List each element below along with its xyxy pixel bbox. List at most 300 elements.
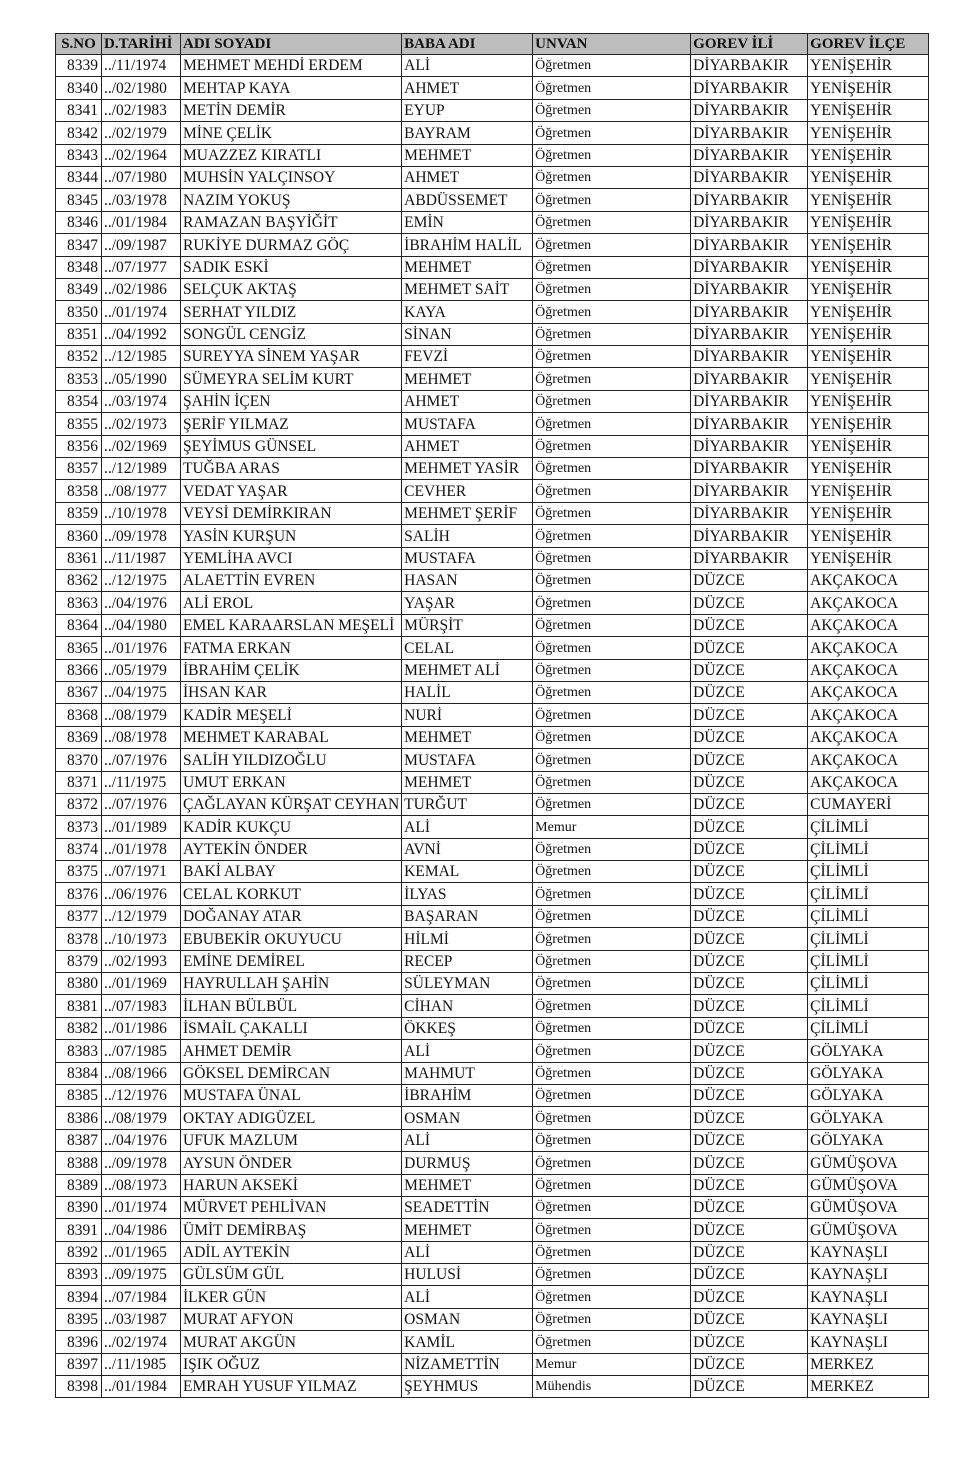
cell-sno: 8369 (56, 726, 102, 748)
cell-birth-date: ../02/1993 (102, 950, 181, 972)
cell-full-name: IŞIK OĞUZ (181, 1353, 402, 1375)
table-row (56, 234, 929, 256)
cell-sno: 8376 (56, 883, 102, 905)
cell-title: Öğretmen (533, 883, 691, 905)
cell-district: YENİŞEHİR (808, 502, 929, 524)
cell-birth-date: ../03/1974 (102, 390, 181, 412)
cell-district: YENİŞEHİR (808, 99, 929, 121)
cell-full-name: NAZIM YOKUŞ (181, 189, 402, 211)
cell-father-name: RECEP (402, 950, 533, 972)
cell-birth-date: ../08/1978 (102, 726, 181, 748)
cell-district: GÜMÜŞOVA (808, 1196, 929, 1218)
cell-full-name: AHMET DEMİR (181, 1040, 402, 1062)
cell-birth-date: ../02/1980 (102, 77, 181, 99)
cell-district: AKÇAKOCA (808, 592, 929, 614)
cell-sno: 8346 (56, 211, 102, 233)
cell-full-name: EMİNE DEMİREL (181, 950, 402, 972)
cell-title: Mühendis (533, 1376, 691, 1398)
cell-province: DİYARBAKIR (691, 234, 808, 256)
cell-full-name: AYTEKİN ÖNDER (181, 838, 402, 860)
table-row (56, 771, 929, 793)
header-title: UNVAN (533, 34, 691, 55)
cell-title: Öğretmen (533, 122, 691, 144)
cell-full-name: MUSTAFA ÜNAL (181, 1084, 402, 1106)
cell-title: Öğretmen (533, 301, 691, 323)
table-row (56, 55, 929, 77)
table-row (56, 1017, 929, 1039)
cell-birth-date: ../04/1992 (102, 323, 181, 345)
cell-father-name: ALİ (402, 1286, 533, 1308)
cell-birth-date: ../01/1984 (102, 1376, 181, 1398)
cell-full-name: YEMLİHA AVCI (181, 547, 402, 569)
cell-birth-date: ../01/1974 (102, 301, 181, 323)
cell-birth-date: ../09/1978 (102, 1152, 181, 1174)
cell-full-name: HARUN AKSEKİ (181, 1174, 402, 1196)
table-row (56, 525, 929, 547)
cell-father-name: SİNAN (402, 323, 533, 345)
cell-province: DÜZCE (691, 905, 808, 927)
cell-father-name: SÜLEYMAN (402, 973, 533, 995)
cell-full-name: EMRAH YUSUF YILMAZ (181, 1376, 402, 1398)
cell-title: Öğretmen (533, 726, 691, 748)
cell-father-name: MEHMET (402, 368, 533, 390)
cell-sno: 8386 (56, 1107, 102, 1129)
table-row (56, 704, 929, 726)
cell-sno: 8361 (56, 547, 102, 569)
cell-father-name: ALİ (402, 1129, 533, 1151)
cell-district: KAYNAŞLI (808, 1241, 929, 1263)
cell-province: DÜZCE (691, 569, 808, 591)
cell-sno: 8357 (56, 458, 102, 480)
cell-birth-date: ../01/1974 (102, 1196, 181, 1218)
cell-title: Öğretmen (533, 995, 691, 1017)
cell-birth-date: ../07/1976 (102, 749, 181, 771)
table-row (56, 323, 929, 345)
cell-province: DÜZCE (691, 771, 808, 793)
table-row (56, 390, 929, 412)
table-row (56, 211, 929, 233)
table-row (56, 346, 929, 368)
cell-birth-date: ../06/1976 (102, 883, 181, 905)
cell-district: YENİŞEHİR (808, 122, 929, 144)
cell-sno: 8395 (56, 1308, 102, 1330)
cell-father-name: AHMET (402, 77, 533, 99)
cell-full-name: BAKİ ALBAY (181, 861, 402, 883)
header-father-name: BABA ADI (402, 34, 533, 55)
table-row (56, 659, 929, 681)
cell-district: YENİŞEHİR (808, 346, 929, 368)
cell-sno: 8383 (56, 1040, 102, 1062)
cell-father-name: ŞEYHMUS (402, 1376, 533, 1398)
cell-sno: 8349 (56, 278, 102, 300)
cell-birth-date: ../09/1978 (102, 525, 181, 547)
cell-sno: 8390 (56, 1196, 102, 1218)
personnel-table (55, 33, 929, 1398)
cell-district: YENİŞEHİR (808, 301, 929, 323)
cell-father-name: AVNİ (402, 838, 533, 860)
cell-province: DİYARBAKIR (691, 256, 808, 278)
table-row (56, 547, 929, 569)
cell-title: Öğretmen (533, 99, 691, 121)
cell-title: Öğretmen (533, 950, 691, 972)
cell-district: YENİŞEHİR (808, 525, 929, 547)
cell-full-name: ŞEYİMUS GÜNSEL (181, 435, 402, 457)
cell-sno: 8393 (56, 1264, 102, 1286)
cell-father-name: HALİL (402, 681, 533, 703)
table-row (56, 502, 929, 524)
cell-father-name: MEHMET YASİR (402, 458, 533, 480)
cell-sno: 8354 (56, 390, 102, 412)
cell-full-name: SUREYYA SİNEM YAŞAR (181, 346, 402, 368)
cell-full-name: YASİN KURŞUN (181, 525, 402, 547)
cell-district: AKÇAKOCA (808, 726, 929, 748)
cell-birth-date: ../02/1974 (102, 1331, 181, 1353)
table-row (56, 1241, 929, 1263)
cell-birth-date: ../11/1975 (102, 771, 181, 793)
cell-title: Öğretmen (533, 144, 691, 166)
cell-sno: 8378 (56, 928, 102, 950)
cell-title: Öğretmen (533, 346, 691, 368)
cell-sno: 8352 (56, 346, 102, 368)
cell-father-name: BAŞARAN (402, 905, 533, 927)
cell-birth-date: ../07/1971 (102, 861, 181, 883)
cell-district: AKÇAKOCA (808, 749, 929, 771)
cell-father-name: KAMİL (402, 1331, 533, 1353)
table-row (56, 413, 929, 435)
header-province: GOREV İLİ (691, 34, 808, 55)
cell-father-name: DURMUŞ (402, 1152, 533, 1174)
cell-father-name: HASAN (402, 569, 533, 591)
table-row (56, 99, 929, 121)
cell-province: DÜZCE (691, 1152, 808, 1174)
cell-title: Öğretmen (533, 166, 691, 188)
cell-birth-date: ../02/1983 (102, 99, 181, 121)
cell-title: Öğretmen (533, 189, 691, 211)
cell-district: GÜMÜŞOVA (808, 1174, 929, 1196)
cell-title: Öğretmen (533, 234, 691, 256)
cell-sno: 8348 (56, 256, 102, 278)
table-row (56, 256, 929, 278)
cell-province: DÜZCE (691, 1331, 808, 1353)
cell-district: AKÇAKOCA (808, 614, 929, 636)
cell-birth-date: ../02/1979 (102, 122, 181, 144)
cell-title: Öğretmen (533, 928, 691, 950)
table-row (56, 1308, 929, 1330)
cell-birth-date: ../05/1979 (102, 659, 181, 681)
table-row (56, 1196, 929, 1218)
cell-district: ÇİLİMLİ (808, 905, 929, 927)
cell-father-name: AHMET (402, 435, 533, 457)
cell-district: ÇİLİMLİ (808, 816, 929, 838)
cell-province: DÜZCE (691, 1174, 808, 1196)
cell-father-name: MEHMET (402, 144, 533, 166)
cell-full-name: MEHMET MEHDİ ERDEM (181, 55, 402, 77)
cell-full-name: ÇAĞLAYAN KÜRŞAT CEYHAN (181, 793, 402, 815)
cell-father-name: İLYAS (402, 883, 533, 905)
cell-title: Öğretmen (533, 547, 691, 569)
cell-title: Öğretmen (533, 435, 691, 457)
cell-full-name: SONGÜL CENGİZ (181, 323, 402, 345)
cell-province: DİYARBAKIR (691, 166, 808, 188)
cell-father-name: CEVHER (402, 480, 533, 502)
cell-province: DİYARBAKIR (691, 458, 808, 480)
cell-sno: 8364 (56, 614, 102, 636)
cell-birth-date: ../07/1980 (102, 166, 181, 188)
cell-father-name: SEADETTİN (402, 1196, 533, 1218)
cell-full-name: MUAZZEZ KIRATLI (181, 144, 402, 166)
cell-province: DİYARBAKIR (691, 144, 808, 166)
cell-birth-date: ../08/1979 (102, 704, 181, 726)
cell-title: Öğretmen (533, 659, 691, 681)
cell-birth-date: ../01/1969 (102, 973, 181, 995)
cell-father-name: BAYRAM (402, 122, 533, 144)
cell-title: Öğretmen (533, 211, 691, 233)
cell-birth-date: ../11/1974 (102, 55, 181, 77)
cell-birth-date: ../01/1965 (102, 1241, 181, 1263)
cell-father-name: MÜRŞİT (402, 614, 533, 636)
cell-district: ÇİLİMLİ (808, 995, 929, 1017)
cell-district: YENİŞEHİR (808, 547, 929, 569)
cell-sno: 8353 (56, 368, 102, 390)
cell-sno: 8387 (56, 1129, 102, 1151)
cell-sno: 8367 (56, 681, 102, 703)
cell-title: Öğretmen (533, 1129, 691, 1151)
cell-district: YENİŞEHİR (808, 166, 929, 188)
cell-district: AKÇAKOCA (808, 659, 929, 681)
cell-sno: 8377 (56, 905, 102, 927)
cell-province: DÜZCE (691, 861, 808, 883)
cell-full-name: CELAL KORKUT (181, 883, 402, 905)
table-row (56, 1152, 929, 1174)
cell-father-name: AHMET (402, 390, 533, 412)
cell-title: Öğretmen (533, 458, 691, 480)
cell-province: DÜZCE (691, 1196, 808, 1218)
cell-province: DÜZCE (691, 749, 808, 771)
cell-province: DÜZCE (691, 1241, 808, 1263)
cell-sno: 8396 (56, 1331, 102, 1353)
cell-title: Öğretmen (533, 55, 691, 77)
cell-father-name: MEHMET (402, 1174, 533, 1196)
cell-birth-date: ../04/1980 (102, 614, 181, 636)
header-sno: S.NO (56, 34, 102, 55)
cell-birth-date: ../08/1977 (102, 480, 181, 502)
table-row (56, 1331, 929, 1353)
table-row (56, 637, 929, 659)
cell-title: Öğretmen (533, 749, 691, 771)
table-row (56, 1376, 929, 1398)
cell-province: DÜZCE (691, 1286, 808, 1308)
cell-father-name: KEMAL (402, 861, 533, 883)
cell-province: DÜZCE (691, 1084, 808, 1106)
cell-district: YENİŞEHİR (808, 189, 929, 211)
cell-father-name: HULUSİ (402, 1264, 533, 1286)
cell-sno: 8397 (56, 1353, 102, 1375)
cell-full-name: GÖKSEL DEMİRCAN (181, 1062, 402, 1084)
table-row (56, 301, 929, 323)
cell-title: Öğretmen (533, 1040, 691, 1062)
table-row (56, 1286, 929, 1308)
cell-district: YENİŞEHİR (808, 390, 929, 412)
cell-title: Öğretmen (533, 681, 691, 703)
cell-full-name: ÜMİT DEMİRBAŞ (181, 1219, 402, 1241)
header-full-name: ADI SOYADI (181, 34, 402, 55)
cell-province: DİYARBAKIR (691, 502, 808, 524)
header-birth-date: D.TARİHİ (102, 34, 181, 55)
table-row (56, 973, 929, 995)
cell-father-name: MEHMET ALİ (402, 659, 533, 681)
cell-birth-date: ../12/1975 (102, 569, 181, 591)
cell-title: Öğretmen (533, 390, 691, 412)
cell-sno: 8380 (56, 973, 102, 995)
cell-title: Öğretmen (533, 1264, 691, 1286)
cell-sno: 8375 (56, 861, 102, 883)
cell-full-name: KADİR MEŞELİ (181, 704, 402, 726)
cell-province: DÜZCE (691, 793, 808, 815)
cell-full-name: SELÇUK AKTAŞ (181, 278, 402, 300)
cell-full-name: MUHSİN YALÇINSOY (181, 166, 402, 188)
cell-full-name: ALİ EROL (181, 592, 402, 614)
table-row (56, 458, 929, 480)
cell-birth-date: ../02/1964 (102, 144, 181, 166)
cell-title: Öğretmen (533, 480, 691, 502)
cell-sno: 8391 (56, 1219, 102, 1241)
cell-father-name: EMİN (402, 211, 533, 233)
cell-father-name: ÖKKEŞ (402, 1017, 533, 1039)
table-row (56, 1107, 929, 1129)
cell-province: DİYARBAKIR (691, 368, 808, 390)
cell-title: Öğretmen (533, 637, 691, 659)
cell-full-name: RUKİYE DURMAZ GÖÇ (181, 234, 402, 256)
cell-sno: 8382 (56, 1017, 102, 1039)
cell-province: DÜZCE (691, 614, 808, 636)
cell-birth-date: ../04/1975 (102, 681, 181, 703)
cell-district: YENİŞEHİR (808, 323, 929, 345)
cell-province: DÜZCE (691, 704, 808, 726)
cell-province: DÜZCE (691, 681, 808, 703)
cell-title: Öğretmen (533, 525, 691, 547)
cell-sno: 8347 (56, 234, 102, 256)
table-row (56, 189, 929, 211)
cell-district: GÖLYAKA (808, 1062, 929, 1084)
cell-province: DÜZCE (691, 928, 808, 950)
table-row (56, 1084, 929, 1106)
cell-sno: 8374 (56, 838, 102, 860)
cell-district: AKÇAKOCA (808, 681, 929, 703)
cell-birth-date: ../09/1975 (102, 1264, 181, 1286)
cell-district: YENİŞEHİR (808, 256, 929, 278)
cell-birth-date: ../05/1990 (102, 368, 181, 390)
table-row (56, 122, 929, 144)
cell-district: GÖLYAKA (808, 1107, 929, 1129)
cell-father-name: ALİ (402, 1241, 533, 1263)
cell-title: Öğretmen (533, 1084, 691, 1106)
cell-province: DÜZCE (691, 637, 808, 659)
cell-father-name: MUSTAFA (402, 547, 533, 569)
cell-province: DÜZCE (691, 973, 808, 995)
cell-birth-date: ../04/1976 (102, 592, 181, 614)
cell-full-name: ADİL AYTEKİN (181, 1241, 402, 1263)
cell-sno: 8394 (56, 1286, 102, 1308)
table-row (56, 726, 929, 748)
cell-title: Memur (533, 816, 691, 838)
cell-title: Öğretmen (533, 1196, 691, 1218)
cell-birth-date: ../12/1989 (102, 458, 181, 480)
cell-province: DÜZCE (691, 726, 808, 748)
cell-district: GÖLYAKA (808, 1129, 929, 1151)
cell-province: DİYARBAKIR (691, 122, 808, 144)
cell-province: DÜZCE (691, 592, 808, 614)
cell-full-name: İBRAHİM ÇELİK (181, 659, 402, 681)
cell-province: DÜZCE (691, 1264, 808, 1286)
cell-father-name: OSMAN (402, 1107, 533, 1129)
table-row (56, 614, 929, 636)
cell-province: DÜZCE (691, 1376, 808, 1398)
cell-full-name: HAYRULLAH ŞAHİN (181, 973, 402, 995)
cell-full-name: RAMAZAN BAŞYİĞİT (181, 211, 402, 233)
table-row (56, 1062, 929, 1084)
cell-title: Öğretmen (533, 368, 691, 390)
cell-province: DİYARBAKIR (691, 301, 808, 323)
cell-father-name: NURİ (402, 704, 533, 726)
cell-province: DİYARBAKIR (691, 525, 808, 547)
cell-birth-date: ../03/1978 (102, 189, 181, 211)
header-row (56, 34, 929, 55)
cell-father-name: KAYA (402, 301, 533, 323)
cell-title: Öğretmen (533, 413, 691, 435)
cell-sno: 8371 (56, 771, 102, 793)
cell-full-name: SERHAT YILDIZ (181, 301, 402, 323)
table-row (56, 166, 929, 188)
cell-birth-date: ../07/1984 (102, 1286, 181, 1308)
cell-district: ÇİLİMLİ (808, 838, 929, 860)
cell-birth-date: ../12/1979 (102, 905, 181, 927)
cell-father-name: NİZAMETTİN (402, 1353, 533, 1375)
cell-district: YENİŞEHİR (808, 278, 929, 300)
table-row (56, 838, 929, 860)
cell-sno: 8351 (56, 323, 102, 345)
cell-father-name: EYUP (402, 99, 533, 121)
cell-full-name: SÜMEYRA SELİM KURT (181, 368, 402, 390)
cell-district: ÇİLİMLİ (808, 950, 929, 972)
cell-district: KAYNAŞLI (808, 1308, 929, 1330)
cell-birth-date: ../07/1985 (102, 1040, 181, 1062)
cell-district: KAYNAŞLI (808, 1264, 929, 1286)
cell-title: Öğretmen (533, 973, 691, 995)
cell-full-name: ŞAHİN İÇEN (181, 390, 402, 412)
cell-sno: 8373 (56, 816, 102, 838)
cell-province: DİYARBAKIR (691, 480, 808, 502)
cell-birth-date: ../04/1976 (102, 1129, 181, 1151)
cell-title: Öğretmen (533, 1219, 691, 1241)
cell-father-name: MEHMET SAİT (402, 278, 533, 300)
cell-province: DÜZCE (691, 659, 808, 681)
cell-full-name: DOĞANAY ATAR (181, 905, 402, 927)
cell-district: YENİŞEHİR (808, 480, 929, 502)
cell-father-name: MAHMUT (402, 1062, 533, 1084)
cell-sno: 8392 (56, 1241, 102, 1263)
cell-birth-date: ../02/1969 (102, 435, 181, 457)
cell-birth-date: ../01/1986 (102, 1017, 181, 1039)
cell-full-name: İLKER GÜN (181, 1286, 402, 1308)
table-row (56, 1264, 929, 1286)
cell-birth-date: ../08/1973 (102, 1174, 181, 1196)
cell-father-name: MEHMET (402, 1219, 533, 1241)
cell-father-name: SALİH (402, 525, 533, 547)
cell-title: Öğretmen (533, 1107, 691, 1129)
cell-full-name: AYSUN ÖNDER (181, 1152, 402, 1174)
cell-district: YENİŞEHİR (808, 435, 929, 457)
cell-title: Öğretmen (533, 861, 691, 883)
